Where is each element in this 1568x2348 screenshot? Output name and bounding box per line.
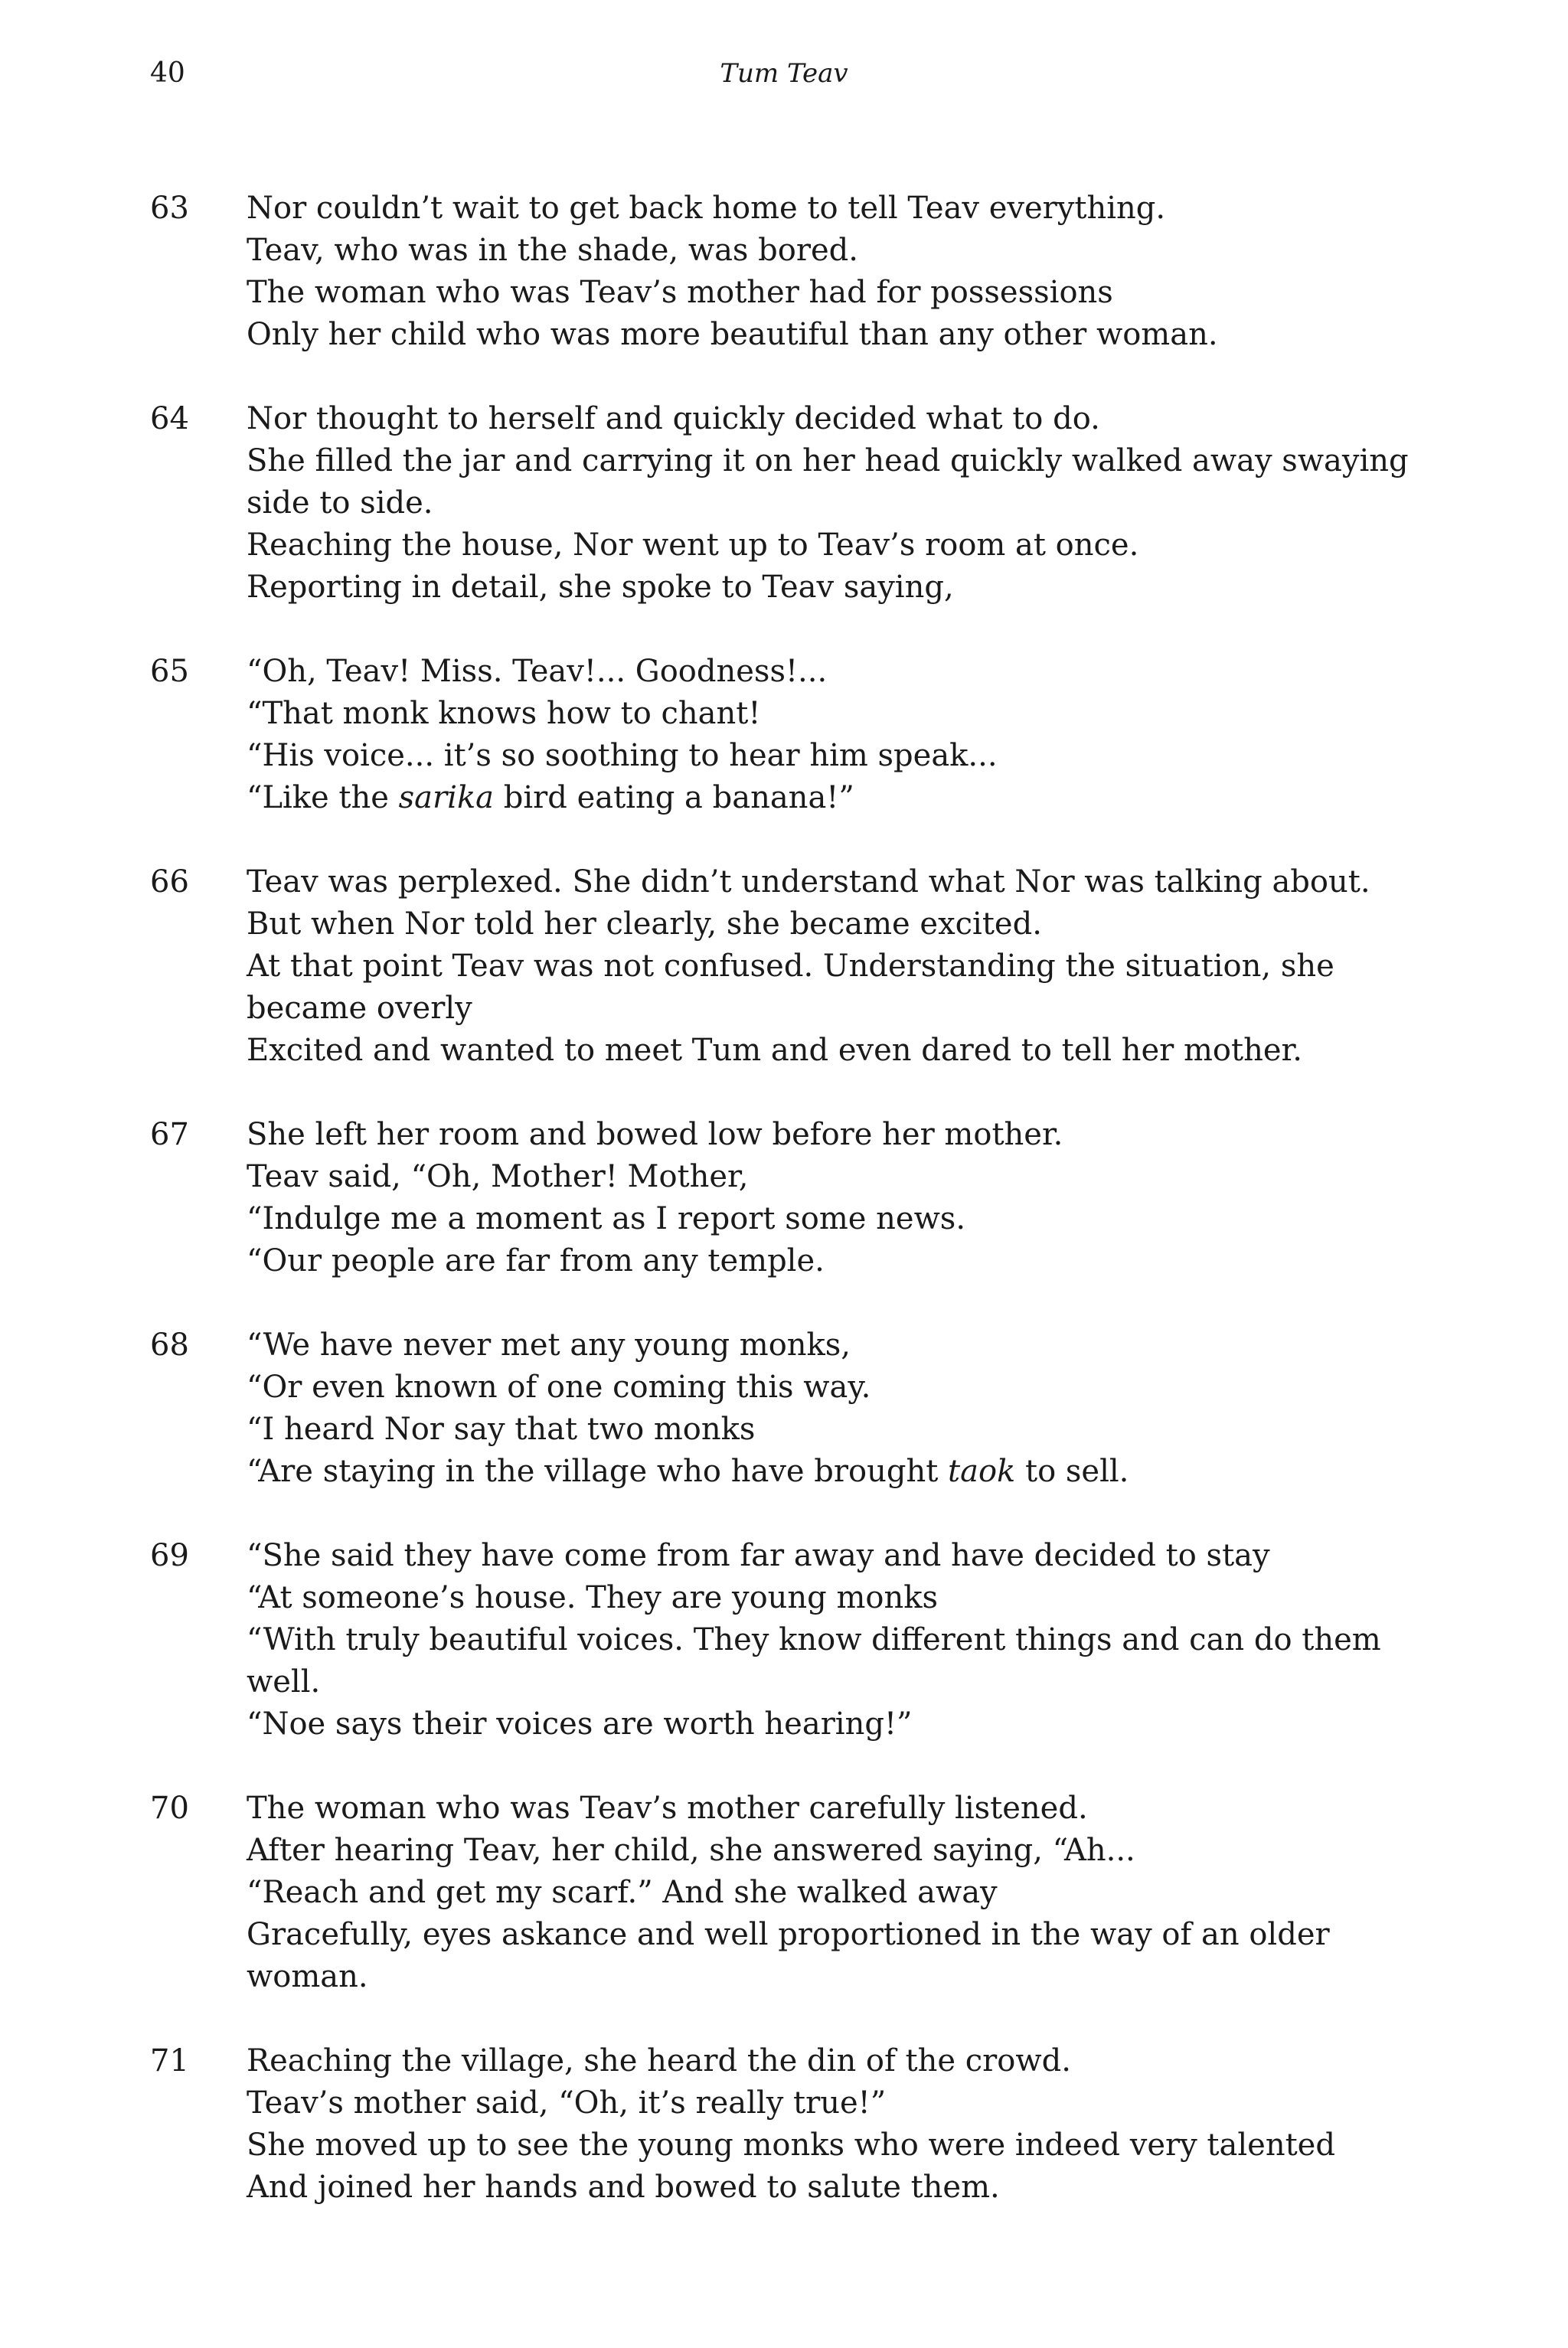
- verse-text: Reporting in detail, she spoke to Teav saying,: [247, 570, 954, 605]
- verse-line: [247, 230, 1441, 272]
- verse-line: [247, 1619, 1441, 1703]
- verse-text: Teav, who was in the shade, was bored.: [247, 233, 858, 268]
- verse-line: [247, 777, 1441, 819]
- verse-line: [247, 861, 1441, 903]
- stanza: [0, 1324, 1568, 1493]
- stanza-number: 71: [150, 2043, 189, 2079]
- verse-line: [247, 1156, 1441, 1198]
- stanza: [0, 1788, 1568, 1998]
- verse-line: [247, 1114, 1441, 1156]
- verse-text: “I heard Nor say that two monks: [247, 1412, 756, 1447]
- stanza-lines: [247, 2040, 1441, 2209]
- verse-line: [247, 1030, 1441, 1072]
- verse-text: Reaching the house, Nor went up to Teav’s room at once.: [247, 527, 1139, 563]
- verse-line: [247, 1703, 1441, 1745]
- verse-text: “That monk knows how to chant!: [247, 696, 761, 731]
- stanza-lines: [247, 651, 1441, 819]
- italic-term: taok: [948, 1454, 1016, 1489]
- verse-text: “Like the: [247, 780, 399, 815]
- stanza: [0, 1114, 1568, 1282]
- verse-line: [247, 567, 1441, 609]
- verse-line: [247, 1788, 1441, 1830]
- verse-text: The woman who was Teav’s mother carefully listened.: [247, 1791, 1088, 1826]
- verse-text: “His voice... it’s so soothing to hear him speak...: [247, 738, 998, 773]
- verse-text: Gracefully, eyes askance and well proportioned in the way of an older woman.: [247, 1917, 1330, 1994]
- stanza-number: 64: [150, 401, 189, 436]
- verse-line: [247, 272, 1441, 314]
- stanza-number: 66: [150, 864, 189, 900]
- verse-text: Only her child who was more beautiful than any other woman.: [247, 317, 1218, 352]
- verse-line: [247, 1830, 1441, 1872]
- verse-line: [247, 188, 1441, 230]
- verse-text: After hearing Teav, her child, she answered saying, “Ah...: [247, 1833, 1135, 1868]
- verse-text: “At someone’s house. They are young monks: [247, 1580, 939, 1615]
- verse-text: “Indulge me a moment as I report some news.: [247, 1201, 966, 1236]
- poem-body: [0, 188, 1568, 2251]
- stanza-lines: [247, 1788, 1441, 1998]
- verse-line: [247, 1535, 1441, 1577]
- verse-text: “Are staying in the village who have brought: [247, 1454, 949, 1489]
- verse-text: Excited and wanted to meet Tum and even dared to tell her mother.: [247, 1033, 1302, 1068]
- verse-line: [247, 2124, 1441, 2167]
- verse-text: She moved up to see the young monks who were indeed very talented: [247, 2128, 1335, 2163]
- verse-line: [247, 651, 1441, 693]
- stanza-lines: [247, 1535, 1441, 1745]
- verse-text: Nor couldn’t wait to get back home to tell Teav everything.: [247, 191, 1166, 226]
- verse-text: “Oh, Teav! Miss. Teav!... Goodness!...: [247, 654, 828, 689]
- verse-text: She filled the jar and carrying it on her head quickly walked away swaying side to side.: [247, 443, 1409, 521]
- verse-text: Teav was perplexed. She didn’t understand what Nor was talking about.: [247, 864, 1370, 900]
- verse-text: bird eating a banana!”: [494, 780, 854, 815]
- stanza-lines: [247, 1114, 1441, 1282]
- stanza: [0, 2040, 1568, 2209]
- verse-line: [247, 1577, 1441, 1619]
- verse-text: “Our people are far from any temple.: [247, 1243, 825, 1279]
- running-head-title: Tum Teav: [720, 58, 848, 89]
- stanza-number: 67: [150, 1117, 189, 1152]
- verse-line: [247, 2167, 1441, 2209]
- verse-text: “She said they have come from far away and have decided to stay: [247, 1538, 1270, 1573]
- verse-line: [247, 1409, 1441, 1451]
- verse-line: [247, 1914, 1441, 1998]
- verse-text: “Reach and get my scarf.” And she walked away: [247, 1875, 998, 1910]
- stanza: [0, 861, 1568, 1072]
- verse-text: Reaching the village, she heard the din of the crowd.: [247, 2043, 1071, 2079]
- verse-text: “We have never met any young monks,: [247, 1327, 851, 1363]
- verse-line: [247, 314, 1441, 356]
- verse-line: [247, 1240, 1441, 1282]
- stanza-lines: [247, 1324, 1441, 1493]
- verse-text: At that point Teav was not confused. Understanding the situation, she became overly: [247, 949, 1334, 1026]
- verse-text: Teav’s mother said, “Oh, it’s really true!”: [247, 2085, 887, 2121]
- verse-line: [247, 1198, 1441, 1240]
- verse-text: Nor thought to herself and quickly decided what to do.: [247, 401, 1100, 436]
- stanza-number: 69: [150, 1538, 189, 1573]
- stanza-lines: [247, 188, 1441, 356]
- stanza-number: 68: [150, 1327, 189, 1363]
- verse-text: And joined her hands and bowed to salute them.: [247, 2170, 1000, 2205]
- verse-text: Teav said, “Oh, Mother! Mother,: [247, 1159, 749, 1194]
- verse-line: [247, 2040, 1441, 2082]
- verse-text: “Or even known of one coming this way.: [247, 1370, 871, 1405]
- verse-text: But when Nor told her clearly, she became excited.: [247, 906, 1042, 942]
- stanza: [0, 398, 1568, 609]
- verse-line: [247, 1872, 1441, 1914]
- verse-line: [247, 1324, 1441, 1367]
- verse-text: She left her room and bowed low before her mother.: [247, 1117, 1063, 1152]
- verse-text: “Noe says their voices are worth hearing!”: [247, 1706, 913, 1742]
- verse-text: to sell.: [1015, 1454, 1129, 1489]
- verse-line: [247, 524, 1441, 567]
- verse-line: [247, 693, 1441, 735]
- stanza: [0, 188, 1568, 356]
- stanza-lines: [247, 861, 1441, 1072]
- verse-line: [247, 1367, 1441, 1409]
- italic-term: sarika: [398, 780, 495, 815]
- verse-line: [247, 903, 1441, 945]
- verse-line: [247, 735, 1441, 777]
- verse-line: [247, 2082, 1441, 2124]
- verse-line: [247, 945, 1441, 1030]
- page-number: 40: [150, 57, 185, 89]
- verse-text: “With truly beautiful voices. They know different things and can do them well.: [247, 1622, 1381, 1700]
- verse-line: [247, 440, 1441, 524]
- stanza-lines: [247, 398, 1441, 609]
- stanza-number: 63: [150, 191, 189, 226]
- verse-line: [247, 1451, 1441, 1493]
- verse-text: The woman who was Teav’s mother had for possessions: [247, 275, 1113, 310]
- stanza-number: 65: [150, 654, 189, 689]
- verse-line: [247, 398, 1441, 440]
- stanza: [0, 651, 1568, 819]
- stanza: [0, 1535, 1568, 1745]
- stanza-number: 70: [150, 1791, 189, 1826]
